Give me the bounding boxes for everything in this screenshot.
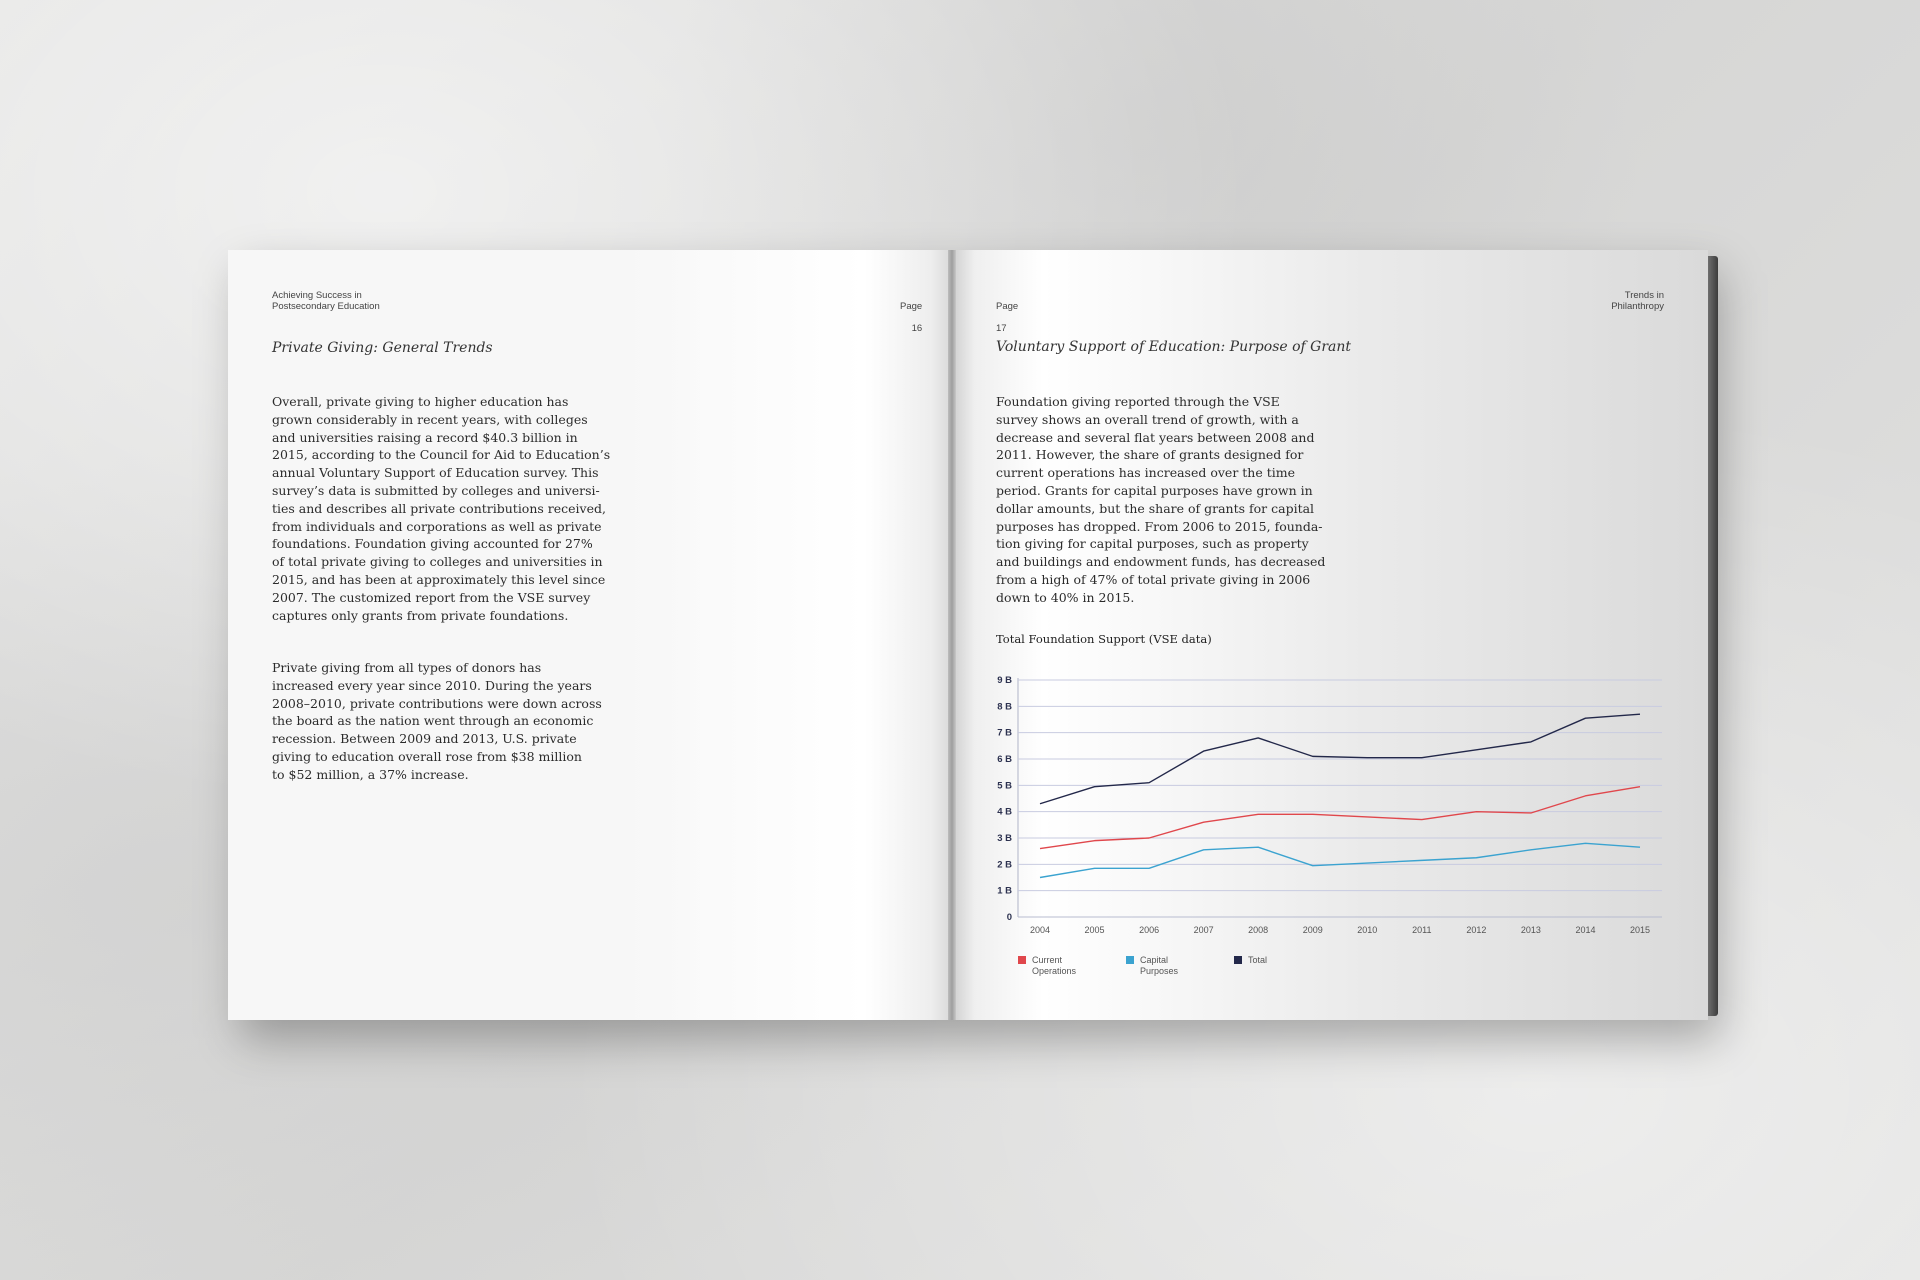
y-tick-label: 5 B — [997, 780, 1012, 792]
x-tick-label: 2015 — [1629, 925, 1651, 935]
left-running-head: Achieving Success in Postsecondary Education — [272, 290, 380, 312]
legend-swatch — [1018, 956, 1026, 964]
right-paragraph: Foundation giving reported through the VSE survey shows an overall trend of growth, with a decrease and several flat years between 2008 and 2011. However, the share of grants designed for current operations has increased over the time period. Grants for capital purposes have grown in dollar amounts, but the share of grants for capital purposes has dropped. From 2006 to 2015, founda- tion giving for capital purposes, such as property and buildings and endowment funds, has decreased from a high of 47% of total private giving in 2006 down to 40% in 2015. — [996, 394, 1326, 605]
y-tick-label: 4 B — [997, 806, 1012, 818]
left-page — [228, 250, 952, 1020]
legend-item — [1018, 955, 1090, 977]
left-page-label: Page — [900, 301, 923, 312]
book-spine — [948, 250, 956, 1020]
left-page-number-block — [900, 290, 922, 345]
legend-item — [1234, 955, 1306, 977]
left-section-title: Private Giving: General Trends — [272, 340, 493, 356]
y-tick-label: 8 B — [997, 701, 1012, 713]
x-tick-label: 2012 — [1466, 925, 1487, 935]
chart-legend — [1018, 955, 1306, 977]
y-tick-label: 1 B — [997, 885, 1012, 897]
right-page-number: 17 — [996, 323, 1007, 334]
legend-item — [1126, 955, 1198, 977]
legend-label: Total — [1248, 955, 1268, 965]
x-tick-label: 2010 — [1357, 925, 1378, 935]
x-tick-label: 2004 — [1029, 925, 1051, 935]
legend-swatch — [1126, 956, 1134, 964]
y-tick-label: 0 — [1006, 912, 1012, 923]
x-tick-label: 2008 — [1248, 925, 1269, 935]
x-tick-label: 2014 — [1575, 925, 1596, 935]
left-paragraph-2: Private giving from all types of donors has increased every year since 2010. During the years 2008–2010, private contributions were down across the board as the nation went through an economic recession. Between 2009 and 2013, U.S. private giving to education overall rose from $38 million to $52 million, a 37% increase. — [272, 660, 602, 782]
chart-title: Total Foundation Support (VSE data) — [996, 632, 1212, 646]
left-page-number: 16 — [911, 323, 923, 334]
legend-label: Current Operations — [1032, 955, 1077, 976]
x-tick-label: 2005 — [1084, 925, 1105, 935]
x-tick-label: 2013 — [1520, 925, 1541, 935]
y-tick-label: 6 B — [997, 754, 1012, 765]
right-section-title: Voluntary Support of Education: Purpose of Grant — [996, 339, 1352, 355]
series-line-2 — [1040, 843, 1640, 877]
legend-label: Capital Purposes — [1140, 955, 1179, 976]
series-line-1 — [1040, 787, 1640, 849]
x-tick-label: 2006 — [1139, 925, 1160, 935]
y-tick-label: 2 B — [997, 859, 1012, 871]
right-running-head: Trends in Philanthropy — [1611, 290, 1664, 312]
y-tick-label: 9 B — [997, 675, 1012, 686]
legend-swatch — [1234, 956, 1242, 964]
y-tick-label: 7 B — [997, 727, 1012, 739]
right-page-number-block — [996, 290, 1018, 345]
x-tick-label: 2011 — [1412, 925, 1432, 935]
line-chart — [990, 662, 1670, 942]
right-page-label: Page — [996, 301, 1019, 312]
y-tick-label: 3 B — [997, 833, 1012, 844]
left-paragraph-1: Overall, private giving to higher education has grown considerably in recent years, with colleges and universities raising a record $40.3 billion in 2015, according to the Council for Aid to Education’s annual Voluntary Support of Education survey. This survey’s data is submitted by colleges and universi- ties and describes all private contributions received, from individuals and corporations as well as private foundations. Foundation giving accounted for 27% of total private giving to colleges and universities in 2015, and has been at approximately this level since 2007. The customized report from the VSE survey captures only grants from private foundations. — [272, 394, 611, 623]
x-tick-label: 2009 — [1302, 925, 1323, 935]
book-edge — [1708, 256, 1718, 1016]
x-tick-label: 2007 — [1193, 925, 1214, 935]
